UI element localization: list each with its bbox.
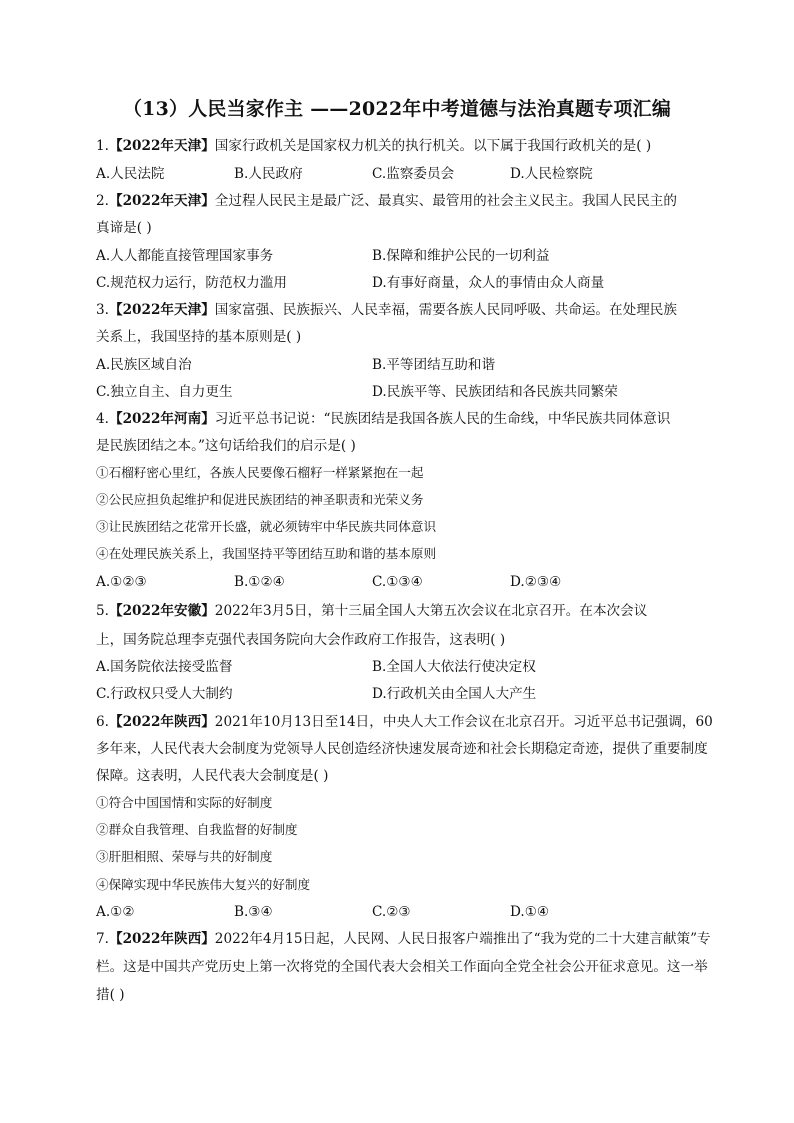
question-source-tag: 【2022年陕西】 <box>108 931 215 947</box>
question-5-stem-continued: 上，国务院总理李克强代表国务院向大会作政府工作报告，这表明( ) <box>96 632 506 648</box>
question-4-statement-4: ④在处理民族关系上，我国坚持平等团结互助和谐的基本原则 <box>96 546 437 561</box>
question-7-stem-continued-2: 措( ) <box>96 987 125 1003</box>
question-6-option-d: D.①④ <box>510 904 550 920</box>
question-6-statement-4: ④保障实现中华民族伟大复兴的好制度 <box>96 877 311 892</box>
question-2-stem-continued: 真谛是( ) <box>96 220 152 236</box>
question-7-stem-continued: 栏。这是中国共产党历史上第一次将党的全国代表大会相关工作面向全党全社会公开征求意见。这一举 <box>96 959 708 975</box>
question-4-statement-3: ③让民族团结之花常开长盛，就必须铸牢中华民族共同体意识 <box>96 519 437 534</box>
question-6-statement-2: ②群众自我管理、自我监督的好制度 <box>96 822 298 837</box>
question-3-stem-continued: 关系上，我国坚持的基本原则是( ) <box>96 329 302 345</box>
question-4-option-b: B.①②④ <box>234 574 285 590</box>
question-6-stem <box>96 713 713 731</box>
question-text: 国家行政机关是国家权力机关的执行机关。以下属于我国行政机关的是( ) <box>214 138 652 154</box>
question-text: 2022年4月15日起，人民网、人民日报客户端推出了“我为党的二十大建言献策”专 <box>214 931 711 947</box>
question-5-option-d: D.行政机关由全国人大产生 <box>372 686 537 702</box>
question-number: 2. <box>96 193 109 209</box>
question-6-stem-continued-2: 保障。这表明，人民代表大会制度是( ) <box>96 768 329 784</box>
question-4-statement-2: ②公民应担负起维护和促进民族团结的神圣职责和光荣义务 <box>96 492 424 507</box>
question-source-tag: 【2022年河南】 <box>108 411 215 427</box>
question-4-statement-1: ①石榴籽密心里红，各族人民要像石榴籽一样紧紧抱在一起 <box>96 465 424 480</box>
question-6-stem-continued: 多年来，人民代表大会制度为党领导人民创造经济快速发展奇迹和社会长期稳定奇迹，提供了重要制度 <box>96 741 708 757</box>
question-4-option-c: C.①③④ <box>372 574 423 590</box>
question-text: 全过程人民民主是最广泛、最真实、最管用的社会主义民主。我国人民民主的 <box>214 193 677 209</box>
question-4-stem-continued: 是民族团结之本。”这句话给我们的启示是( ) <box>96 438 356 454</box>
question-6-option-c: C.②③ <box>372 904 411 920</box>
question-text: 习近平总书记说：“民族团结是我国各族人民的生命线，中华民族共同体意识 <box>214 411 671 427</box>
question-6-statement-3: ③肝胆相照、荣辱与共的好制度 <box>96 849 273 864</box>
question-3-option-a: A.民族区域自治 <box>96 357 192 373</box>
question-1-stem <box>96 137 651 155</box>
question-text: 2022年3月5日，第十三届全国人大第五次会议在北京召开。在本次会议 <box>214 603 648 619</box>
question-1-option-c: C.监察委员会 <box>372 166 455 182</box>
question-2-option-b: B.保障和维护公民的一切利益 <box>372 248 550 264</box>
question-number: 3. <box>96 302 109 318</box>
question-6-option-b: B.③④ <box>234 904 273 920</box>
question-2-option-c: C.规范权力运行，防范权力滥用 <box>96 275 287 291</box>
question-3-option-c: C.独立自主、自力更生 <box>96 384 233 400</box>
question-source-tag: 【2022年天津】 <box>108 193 215 209</box>
question-number: 7. <box>96 931 109 947</box>
question-source-tag: 【2022年天津】 <box>108 302 215 318</box>
question-source-tag: 【2022年安徽】 <box>108 603 215 619</box>
question-number: 6. <box>96 714 109 730</box>
question-5-stem <box>96 602 647 620</box>
page-title: （13）人民当家作主 ——2022年中考道德与法治真题专项汇编 <box>122 98 672 120</box>
question-2-option-a: A.人人都能直接管理国家事务 <box>96 248 274 264</box>
question-4-option-d: D.②③④ <box>510 574 562 590</box>
question-1-option-a: A.人民法院 <box>96 166 165 182</box>
question-number: 5. <box>96 603 109 619</box>
question-6-option-a: A.①② <box>96 904 135 920</box>
question-number: 4. <box>96 411 109 427</box>
question-number: 1. <box>96 138 109 154</box>
question-3-option-d: D.民族平等、民族团结和各民族共同繁荣 <box>372 384 618 400</box>
question-1-option-b: B.人民政府 <box>234 166 303 182</box>
question-2-stem <box>96 192 677 210</box>
question-1-option-d: D.人民检察院 <box>510 166 593 182</box>
question-3-stem <box>96 301 677 319</box>
question-6-statement-1: ①符合中国国情和实际的好制度 <box>96 795 273 810</box>
question-text: 国家富强、民族振兴、人民幸福，需要各族人民同呼吸、共命运。在处理民族 <box>214 302 677 318</box>
question-text: 2021年10月13日至14日，中央人大工作会议在北京召开。习近平总书记强调，60 <box>214 714 713 730</box>
question-4-stem <box>96 410 670 428</box>
question-2-option-d: D.有事好商量，众人的事情由众人商量 <box>372 275 605 291</box>
question-5-option-b: B.全国人大依法行使决定权 <box>372 659 536 675</box>
question-source-tag: 【2022年陕西】 <box>108 714 215 730</box>
question-5-option-a: A.国务院依法接受监督 <box>96 659 233 675</box>
question-5-option-c: C.行政权只受人大制约 <box>96 686 233 702</box>
question-3-option-b: B.平等团结互助和谐 <box>372 357 496 373</box>
question-7-stem <box>96 930 711 948</box>
question-4-option-a: A.①②③ <box>96 574 147 590</box>
question-source-tag: 【2022年天津】 <box>108 138 215 154</box>
